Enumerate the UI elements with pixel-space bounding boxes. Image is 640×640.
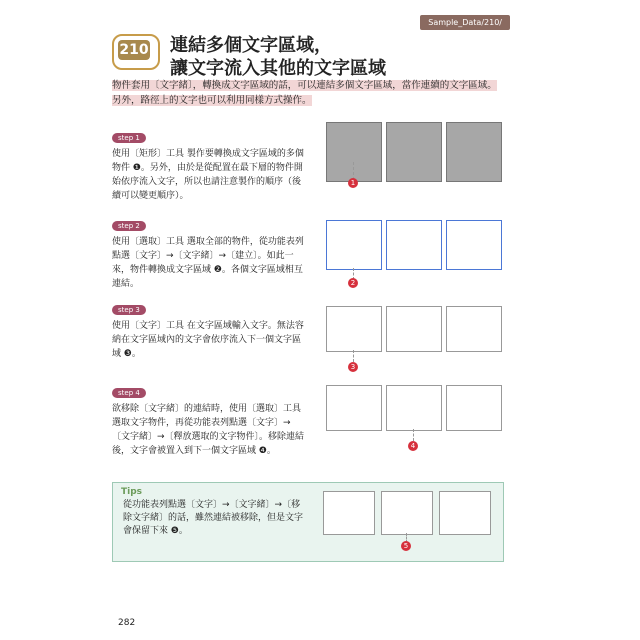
title-line-1: 連結多個文字區域， [170, 35, 332, 56]
step-2 [112, 213, 307, 291]
text-area-frame [386, 220, 442, 270]
leader-line [353, 350, 354, 362]
illustration-text-areas [320, 220, 500, 290]
marker-5: 5 [401, 541, 411, 551]
tips-title: Tips [121, 487, 143, 497]
step-4-text: 欲移除〔文字緒〕的連結時，使用〔選取〕工具 選取文字物件，再從功能表列點選〔文字〕→〔文字緒〕→〔釋放選取的文字物件〕。移除連結後，文字會被置入到下一個文字區域 ❹。 [112, 404, 305, 456]
intro-text [112, 78, 502, 108]
page-number: 282 [118, 618, 136, 628]
step-4-label: step 4 [112, 388, 146, 398]
illustration-rectangles [320, 122, 500, 192]
step-1-text: 使用〔矩形〕工具 製作要轉換成文字區域的多個物件 ❶。另外，由於是從配置在最下層的物件開始依序流入文字，所以也請注意製作的順序（後續可以變更順序）。 [112, 149, 304, 201]
filled-text-area [386, 306, 442, 352]
section-number: 210 [119, 42, 149, 58]
rectangle-shape [446, 122, 502, 182]
illustration-unlinked [320, 385, 500, 460]
filled-text-area [446, 385, 502, 431]
leader-line [413, 429, 414, 441]
filled-text-area [386, 385, 442, 431]
text-area-frame [439, 491, 491, 535]
filled-text-area [326, 385, 382, 431]
tips-illustration [323, 491, 493, 551]
step-3 [112, 297, 307, 361]
section-title [170, 34, 386, 80]
step-1-label: step 1 [112, 133, 146, 143]
text-area-frame [381, 491, 433, 535]
filled-text-area [326, 306, 382, 352]
text-area-frame [323, 491, 375, 535]
step-3-label: step 3 [112, 305, 146, 315]
rectangle-shape [386, 122, 442, 182]
marker-3: 3 [348, 362, 358, 372]
step-2-text: 使用〔選取〕工具 選取全部的物件，從功能表列點選〔文字〕→〔文字緒〕→〔建立〕。如此一來，物件轉換成文字區域 ❷。各個文字區域相互連結。 [112, 237, 304, 289]
tips-text: 從功能表列點選〔文字〕→〔文字緒〕→〔移除文字緒〕的話，雖然連結被移除，但是文字會保留下來 ❺。 [123, 500, 304, 536]
filled-text-area [446, 306, 502, 352]
section-badge [112, 34, 158, 68]
step-3-text: 使用〔文字〕工具 在文字區域輸入文字。無法容納在文字區域內的文字會依序流入下一個文字區域 ❸。 [112, 321, 304, 359]
marker-4: 4 [408, 441, 418, 451]
marker-2: 2 [348, 278, 358, 288]
tips-box [112, 482, 504, 562]
step-2-label: step 2 [112, 221, 146, 231]
text-area-frame [326, 220, 382, 270]
folder-tab: Sample_Data/210/ [420, 15, 510, 30]
text-area-frame [446, 220, 502, 270]
rectangle-shape [326, 122, 382, 182]
intro-paragraph: 物件套用〔文字緒〕，轉換成文字區域的話，可以連結多個文字區域，當作連續的文字區域。另外，路徑上的文字也可以利用同樣方式操作。 [112, 80, 497, 106]
title-line-2: 讓文字流入其他的文字區域 [170, 58, 386, 79]
step-4 [112, 380, 307, 458]
marker-1: 1 [348, 178, 358, 188]
step-1 [112, 125, 307, 203]
illustration-text-flow [320, 306, 500, 376]
